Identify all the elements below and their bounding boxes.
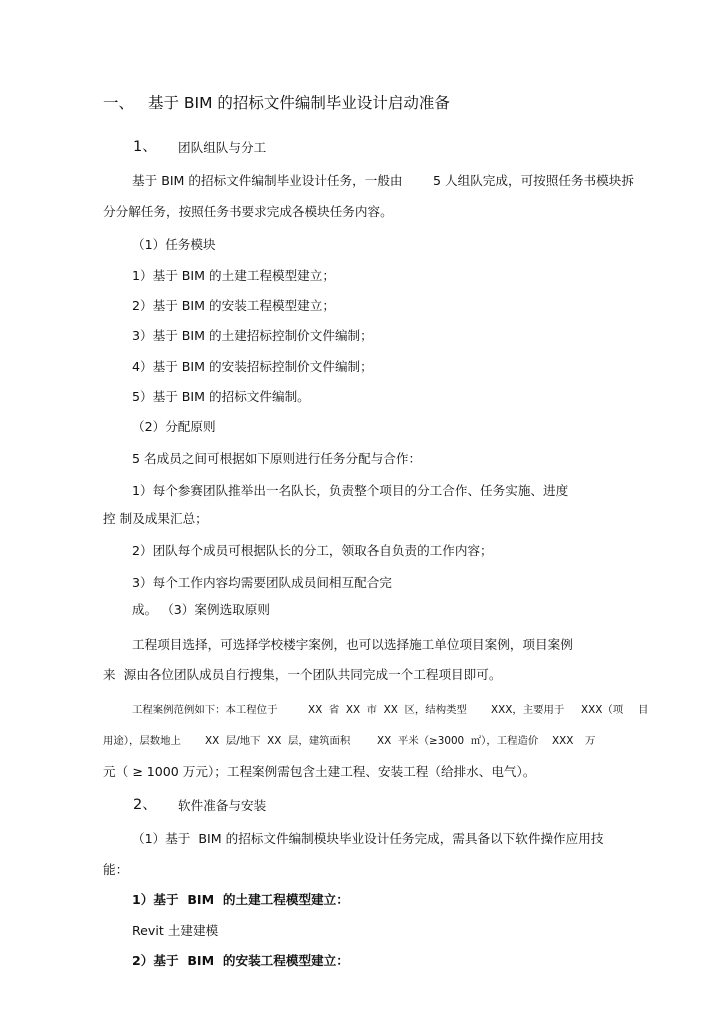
- principle-3-line-2: 成。 （3）案例选取原则: [132, 602, 270, 617]
- section-2-title: 软件准备与安装: [178, 798, 267, 813]
- intro-line-1b: 5 人组队完成，可按照任务书模块拆: [433, 173, 634, 188]
- case-line-1: 工程项目选择，可选择学校楼宇案例，也可以选择施工单位项目案例，项目案例: [132, 637, 573, 652]
- principle-intro: 5 名成员之间可根据如下原则进行任务分配与合作：: [132, 451, 422, 466]
- subheading-task-modules: （1）任务模块: [132, 237, 216, 252]
- example-line-2e: 万: [585, 735, 596, 747]
- example-line-1c: XXX，主要用于: [491, 704, 565, 716]
- list-item: 3）基于 BIM 的土建招标控制价文件编制；: [132, 328, 373, 343]
- principle-1-line-1: 1）每个参赛团队推举出一名队长，负责整个项目的分工合作、任务实施、进度: [132, 483, 569, 498]
- heading-number: 一、: [103, 94, 135, 112]
- example-line-2c: XX 平米（≥3000 ㎡），工程造价: [377, 735, 539, 747]
- example-line-1b: XX 省 XX 市 XX 区，结构类型: [308, 704, 467, 716]
- example-line-3: 元（ ≥ 1000 万元）；工程案例需包含土建工程、安装工程（给排水、电气）。: [103, 764, 536, 779]
- list-item: 1）基于 BIM 的土建工程模型建立；: [132, 268, 335, 283]
- intro-line-2: 分分解任务，按照任务书要求完成各模块任务内容。: [103, 204, 393, 219]
- principle-3-line-1: 3）每个工作内容均需要团队成员间相互配合完: [132, 575, 392, 590]
- example-line-2b: XX 层/地下 XX 层，建筑面积: [205, 735, 351, 747]
- software-item-1-tool: Revit 土建建模: [132, 923, 219, 938]
- software-intro-line-1: （1）基于 BIM 的招标文件编制模块毕业设计任务完成，需具备以下软件操作应用技: [132, 831, 604, 846]
- example-line-1a: 工程案例范例如下：本工程位于: [132, 704, 278, 716]
- section-1-number: 1、: [133, 139, 157, 155]
- page-title: 基于 BIM 的招标文件编制毕业设计启动准备: [148, 94, 450, 112]
- example-line-2d: XXX: [552, 735, 574, 747]
- list-item: 4）基于 BIM 的安装招标控制价文件编制；: [132, 359, 373, 374]
- example-line-1d: XXX（项: [581, 704, 624, 716]
- software-item-1: 1）基于 BIM 的土建工程模型建立：: [132, 892, 349, 907]
- subheading-allocation: （2）分配原则: [132, 419, 216, 434]
- section-1-title: 团队组队与分工: [178, 140, 267, 155]
- principle-2: 2）团队每个成员可根据队长的分工，领取各自负责的工作内容；: [132, 543, 493, 558]
- example-line-2a: 用途），层数地上: [103, 735, 181, 747]
- section-2-number: 2、: [133, 797, 157, 813]
- software-intro-line-2: 能：: [103, 862, 129, 877]
- example-line-1e: 目: [638, 704, 649, 716]
- case-line-2: 来 源由各位团队成员自行搜集，一个团队共同完成一个工程项目即可。: [103, 667, 502, 682]
- list-item: 2）基于 BIM 的安装工程模型建立；: [132, 298, 335, 313]
- principle-1-line-2: 控 制及成果汇总；: [103, 511, 208, 526]
- list-item: 5）基于 BIM 的招标文件编制。: [132, 389, 310, 404]
- software-item-2: 2）基于 BIM 的安装工程模型建立：: [132, 953, 349, 968]
- intro-line-1a: 基于 BIM 的招标文件编制毕业设计任务，一般由: [132, 173, 403, 188]
